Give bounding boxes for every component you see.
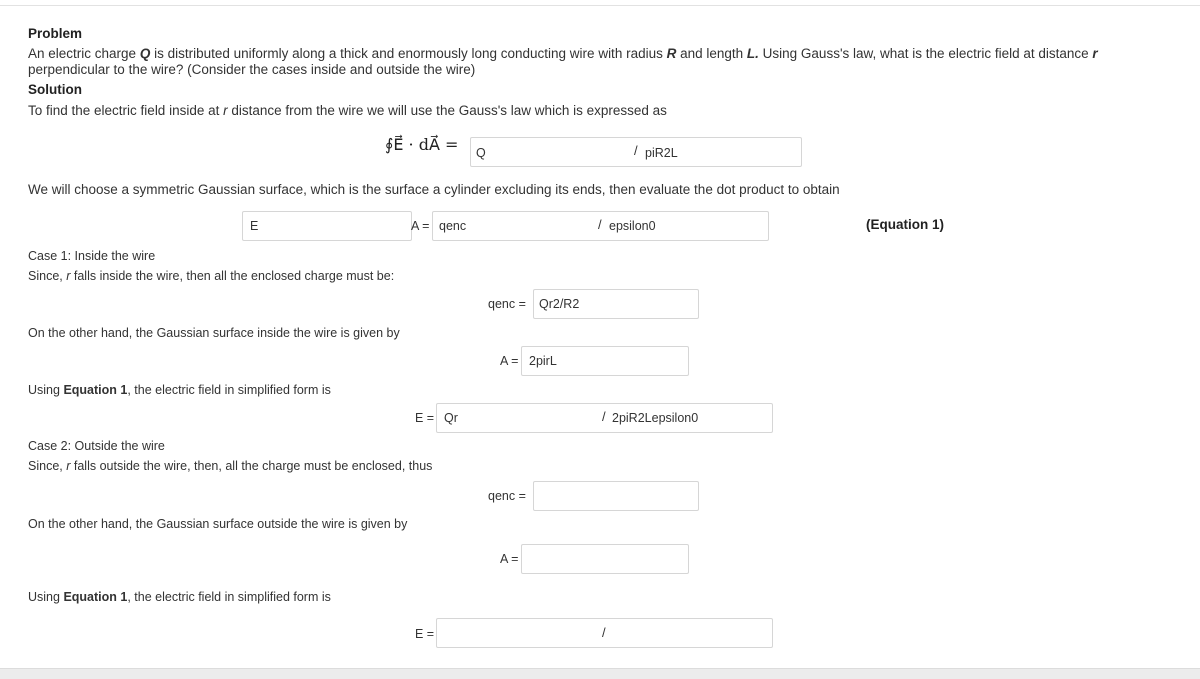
- case2-using-text: Using Equation 1, the electric field in simplified form is: [28, 590, 331, 604]
- case1-qenc-label: qenc =: [488, 297, 526, 311]
- case1-since: Since, r falls inside the wire, then all the enclosed charge must be:: [28, 269, 395, 283]
- case1-a-value: 2pirL: [529, 354, 557, 368]
- case2-qenc-label: qenc =: [488, 489, 526, 503]
- equation-1-tag: (Equation 1): [866, 217, 944, 232]
- eq1-denominator: epsilon0: [609, 219, 656, 233]
- case2-since: Since, r falls outside the wire, then, all the charge must be enclosed, thus: [28, 459, 433, 473]
- fraction-slash: /: [598, 217, 602, 232]
- fraction-slash: /: [602, 409, 606, 424]
- case2-e-label: E =: [415, 627, 435, 641]
- charge-symbol: Q: [139, 46, 151, 61]
- case1-e-label: E =: [415, 411, 435, 425]
- problem-line-2: perpendicular to the wire? (Consider the cases inside and outside the wire): [28, 62, 476, 77]
- case2-title: Case 2: Outside the wire: [28, 439, 165, 453]
- eq1-e-input[interactable]: [242, 211, 412, 241]
- gauss-law-formula: ∮E⃗ · dA⃗ =: [385, 135, 459, 154]
- problem-heading: Problem: [28, 26, 83, 41]
- eq1-e-value: E: [250, 219, 259, 233]
- eq1-numerator: qenc: [439, 219, 467, 233]
- bottom-bar: [0, 668, 1200, 679]
- problem-line-1: An electric charge Q is distributed uniformly along a thick and enormously long conducting wire with radius R and length L. Using Gauss's law, what is the electric field at distance r: [28, 46, 1098, 61]
- length-symbol: L.: [746, 46, 759, 61]
- case2-surface-text: On the other hand, the Gaussian surface outside the wire is given by: [28, 517, 408, 531]
- case1-surface-text: On the other hand, the Gaussian surface inside the wire is given by: [28, 326, 400, 340]
- case1-using-text: Using Equation 1, the electric field in simplified form is: [28, 383, 331, 397]
- case1-qenc-value: Qr2/R2: [539, 297, 580, 311]
- case1-title: Case 1: Inside the wire: [28, 249, 156, 263]
- top-divider: [0, 5, 1200, 6]
- case1-e-numerator: Qr: [444, 411, 458, 425]
- solution-heading: Solution: [28, 82, 82, 97]
- distance-symbol: r: [1092, 46, 1098, 61]
- radius-symbol: R: [666, 46, 677, 61]
- eq1-a-label: A =: [411, 219, 430, 233]
- case1-e-denominator: 2piR2Lepsilon0: [612, 411, 699, 425]
- fraction-slash: /: [602, 625, 606, 640]
- symmetric-surface-text: We will choose a symmetric Gaussian surface, which is the surface a cylinder excluding its ends, then evaluate the dot product to obtain: [28, 182, 840, 197]
- case2-a-label: A =: [500, 552, 519, 566]
- case1-a-label: A =: [500, 354, 519, 368]
- gauss-numerator: Q: [476, 146, 486, 160]
- gauss-denominator: piR2L: [645, 146, 678, 160]
- fraction-slash: /: [634, 143, 638, 158]
- case2-a-input[interactable]: [521, 544, 689, 574]
- case2-qenc-input[interactable]: [533, 481, 699, 511]
- solution-intro: To find the electric field inside at r distance from the wire we will use the Gauss's law which is expressed as: [28, 103, 667, 118]
